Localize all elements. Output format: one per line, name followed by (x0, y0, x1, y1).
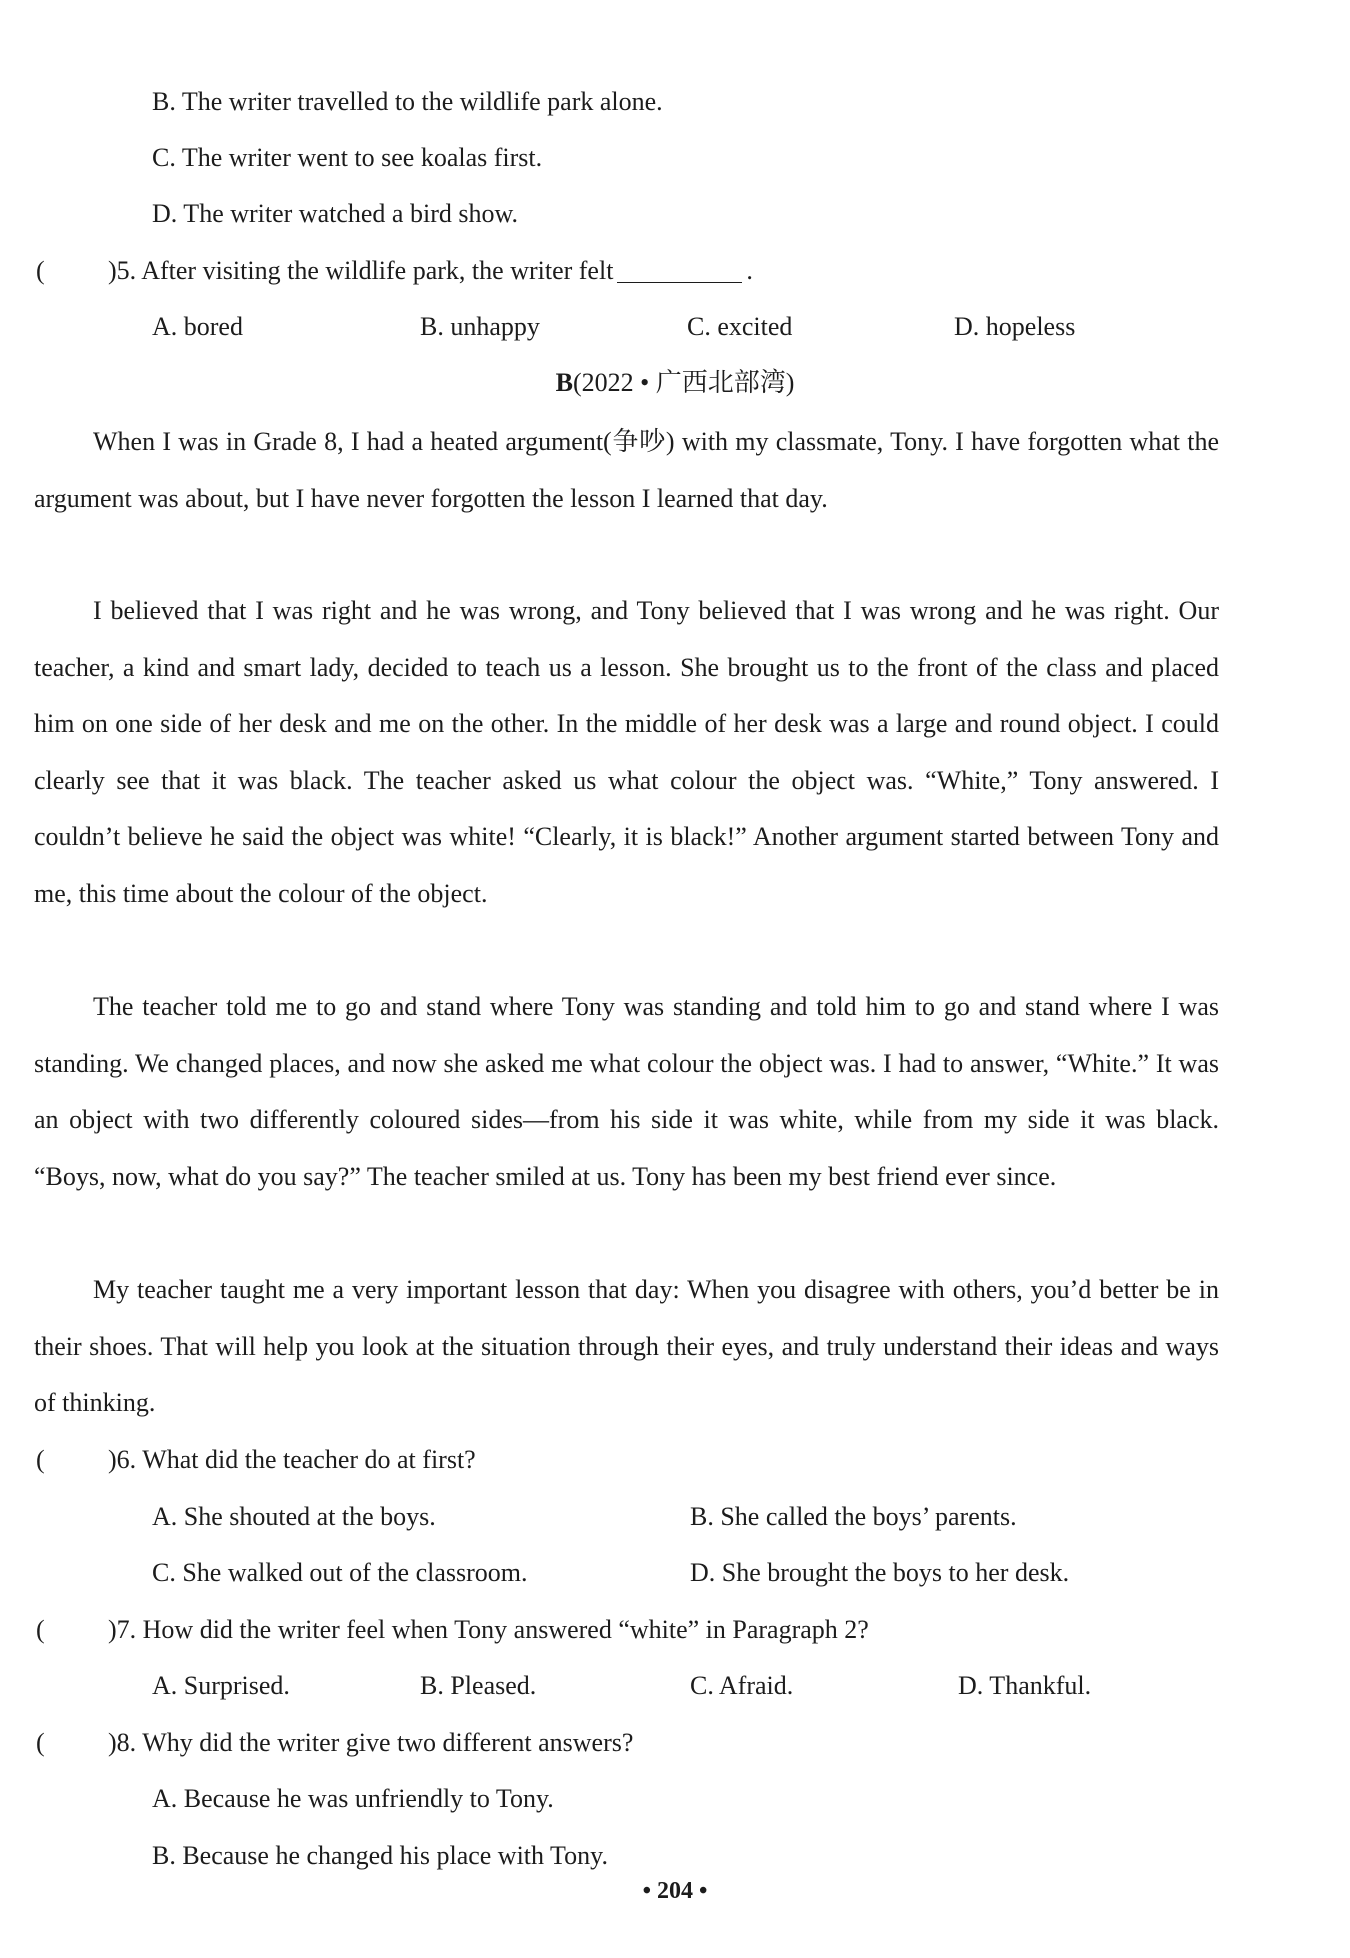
q6-option-d: D. She brought the boys to her desk. (690, 1558, 1070, 1587)
passage-paragraph-2: I believed that I was right and he was wrong, and Tony believed that I was wrong and he was right. Our teacher, a kind and smart lady, decided to teach us a lesson. She brought us to the front of the class and placed him on one side of her desk and me on the other. In the middle of her desk was a large and round object. I could clearly see that it was black. The teacher asked us what colour the object was. “White,” Tony answered. I couldn’t believe he said the object was white! “Clearly, it is black!” Another argument started between Tony and me, this time about the colour of the object. (34, 596, 1219, 908)
answer-paren: ( (36, 1445, 45, 1474)
q5-option-c: C. excited (687, 312, 793, 341)
answer-paren: ( (36, 1615, 45, 1644)
section-b-title (0, 363, 1350, 403)
q8-option-a: A. Because he was unfriendly to Tony. (152, 1784, 554, 1813)
q7-stem: )7. How did the writer feel when Tony answered “white” in Paragraph 2? (108, 1615, 869, 1644)
answer-blank (617, 256, 742, 283)
section-letter: B (555, 368, 573, 397)
section-source: (2022 • 广西北部湾) (572, 368, 795, 397)
q5-stem: )5. After visiting the wildlife park, the writer felt (108, 256, 614, 285)
q4-option-c: C. The writer went to see koalas first. (152, 143, 543, 172)
q5-option-d: D. hopeless (954, 312, 1076, 341)
q4-option-d: D. The writer watched a bird show. (152, 199, 519, 228)
q6-option-a: A. She shouted at the boys. (152, 1502, 436, 1531)
q6-option-c: C. She walked out of the classroom. (152, 1558, 528, 1587)
passage-paragraph-4: My teacher taught me a very important lesson that day: When you disagree with others, you’d better be in their shoes. That will help you look at the situation through their eyes, and truly understand their ideas and ways of thinking. (34, 1275, 1219, 1418)
q6-option-b: B. She called the boys’ parents. (690, 1502, 1017, 1531)
q4-option-b: B. The writer travelled to the wildlife park alone. (152, 87, 663, 116)
answer-paren: ( (36, 256, 45, 285)
q5-option-a: A. bored (152, 312, 243, 341)
answer-paren: ( (36, 1728, 45, 1757)
passage-paragraph-1: When I was in Grade 8, I had a heated argument(争吵) with my classmate, Tony. I have forgotten what the argument was about, but I have never forgotten the lesson I learned that day. (34, 427, 1219, 513)
q7-option-c: C. Afraid. (690, 1671, 794, 1700)
q7-option-d: D. Thankful. (958, 1671, 1092, 1700)
q8-option-b: B. Because he changed his place with Tony. (152, 1841, 608, 1870)
q8-stem: )8. Why did the writer give two different answers? (108, 1728, 634, 1757)
q6-stem: )6. What did the teacher do at first? (108, 1445, 476, 1474)
q7-option-b: B. Pleased. (420, 1671, 537, 1700)
q5-option-b: B. unhappy (420, 312, 540, 341)
q7-option-a: A. Surprised. (152, 1671, 290, 1700)
page-number: • 204 • (642, 1878, 708, 1904)
q5-stem-end: . (746, 256, 753, 285)
passage-paragraph-3: The teacher told me to go and stand where Tony was standing and told him to go and stand where I was standing. We changed places, and now she asked me what colour the object was. I had to answer, “White.” It was an object with two differently coloured sides—from his side it was white, while from my side it was black. “Boys, now, what do you say?” The teacher smiled at us. Tony has been my best friend ever since. (34, 992, 1219, 1191)
